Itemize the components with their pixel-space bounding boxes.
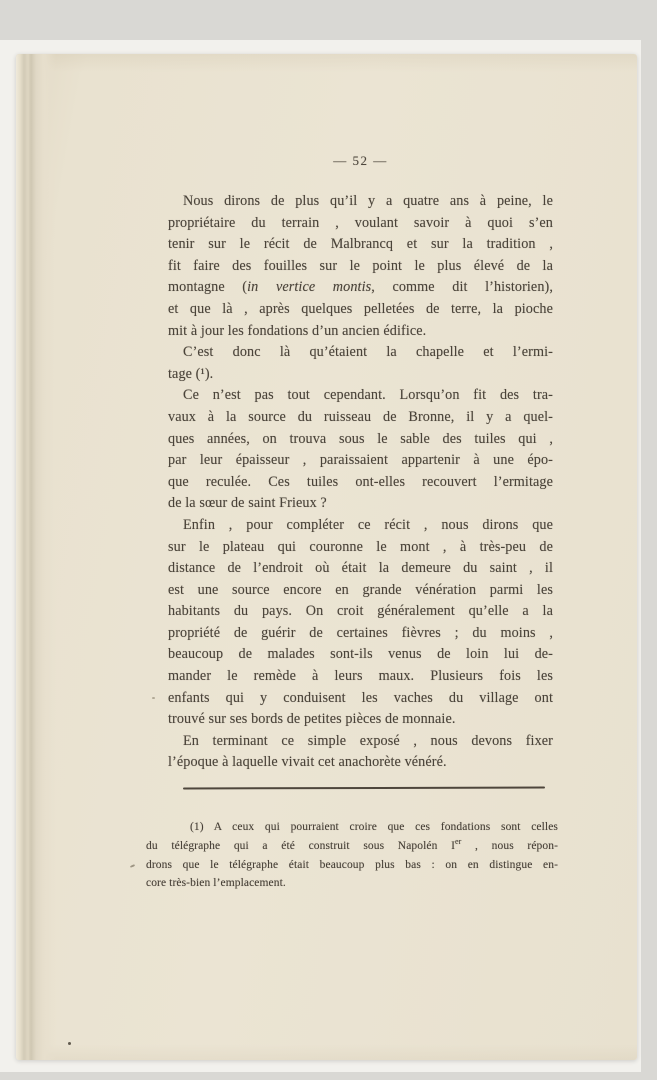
text-line: En terminant ce simple exposé , nous devons fixer bbox=[183, 732, 553, 749]
text-line: de la sœur de saint Frieux ? bbox=[168, 495, 327, 512]
text-line: est une source encore en grande vénération parmi les bbox=[168, 581, 553, 598]
text-line: propriétaire du terrain , voulant savoir à quoi s’en bbox=[168, 214, 553, 231]
text-line: mit à jour les fondations d’un ancien édifice. bbox=[168, 322, 427, 339]
text-segment: montagne ( bbox=[168, 279, 248, 296]
text-line: l’époque à laquelle vivait cet anachorète vénéré. bbox=[168, 754, 447, 771]
text-line: Enfin , pour compléter ce récit , nous dirons que bbox=[183, 516, 553, 533]
footnote-line: drons que le télégraphe était beaucoup plus bas : on en distingue en- bbox=[146, 858, 558, 871]
text-line: beaucoup de malades sont-ils venus de loin lui de- bbox=[168, 646, 553, 663]
footnote bbox=[146, 818, 558, 893]
text-block bbox=[146, 153, 559, 893]
text-line: enfants qui y conduisent les vaches du village ont bbox=[168, 689, 553, 706]
body-text bbox=[168, 191, 553, 774]
text-line: tage (¹). bbox=[168, 365, 214, 382]
text-line: Ce n’est pas tout cependant. Lorsqu’on fit des tra- bbox=[183, 387, 553, 404]
page-stack-edge bbox=[16, 54, 56, 1060]
footnote-separator-rule bbox=[183, 787, 545, 790]
text-line: mander le remède à leurs maux. Plusieurs fois les bbox=[168, 668, 553, 685]
text-line: par leur épaisseur , paraissaient appartenir à une épo- bbox=[168, 452, 553, 469]
text-line: que reculée. Ces tuiles ont-elles recouvert l’ermitage bbox=[168, 473, 553, 490]
paper-fleck bbox=[68, 1042, 71, 1045]
text-line: tenir sur le récit de Malbrancq et sur la tradition , bbox=[168, 236, 553, 253]
text-line: distance de l’endroit où était la demeure du saint , il bbox=[168, 560, 553, 577]
ordinal-superscript: er bbox=[455, 837, 462, 846]
text-line: vaux à la source du ruisseau de Bronne, il y a quel- bbox=[168, 408, 553, 425]
paper-fleck bbox=[152, 697, 155, 699]
text-line: C’est donc là qu’étaient la chapelle et l’ermi- bbox=[183, 344, 553, 361]
text-line: fit faire des fouilles sur le point le plus élevé de la bbox=[168, 257, 553, 274]
paper-fleck bbox=[130, 864, 135, 868]
text-line: trouvé sur ses bords de petites pièces de monnaie. bbox=[168, 711, 456, 728]
footnote-line-with-sup bbox=[146, 837, 558, 856]
footnote-line: core très-bien l’emplacement. bbox=[146, 877, 286, 890]
latin-phrase: in vertice montis bbox=[247, 279, 372, 296]
text-line-with-italic bbox=[168, 277, 553, 299]
text-line: ques années, on trouva sous le sable des tuiles qui , bbox=[168, 430, 553, 447]
page-number: — 52 — bbox=[333, 153, 388, 168]
text-line: Nous dirons de plus qu’il y a quatre ans à peine, le bbox=[183, 193, 553, 209]
text-segment: , comme dit l’historien), bbox=[371, 279, 553, 296]
text-line: et que là , après quelques pelletées de terre, la pioche bbox=[168, 300, 553, 317]
text-line: propriété de guérir de certaines fièvres ; du moins , bbox=[168, 624, 553, 641]
text-line: habitants du pays. On croit généralement qu’elle a la bbox=[168, 603, 553, 620]
book-page bbox=[16, 54, 637, 1060]
footnote-line: (1) A ceux qui pourraient croire que ces fondations sont celles bbox=[190, 821, 558, 834]
text-segment: du télégraphe qui a été construit sous Napolén I bbox=[146, 839, 456, 852]
text-segment: , nous répon- bbox=[461, 839, 559, 852]
text-line: sur le plateau qui couronne le mont , à très-peu de bbox=[168, 538, 553, 555]
